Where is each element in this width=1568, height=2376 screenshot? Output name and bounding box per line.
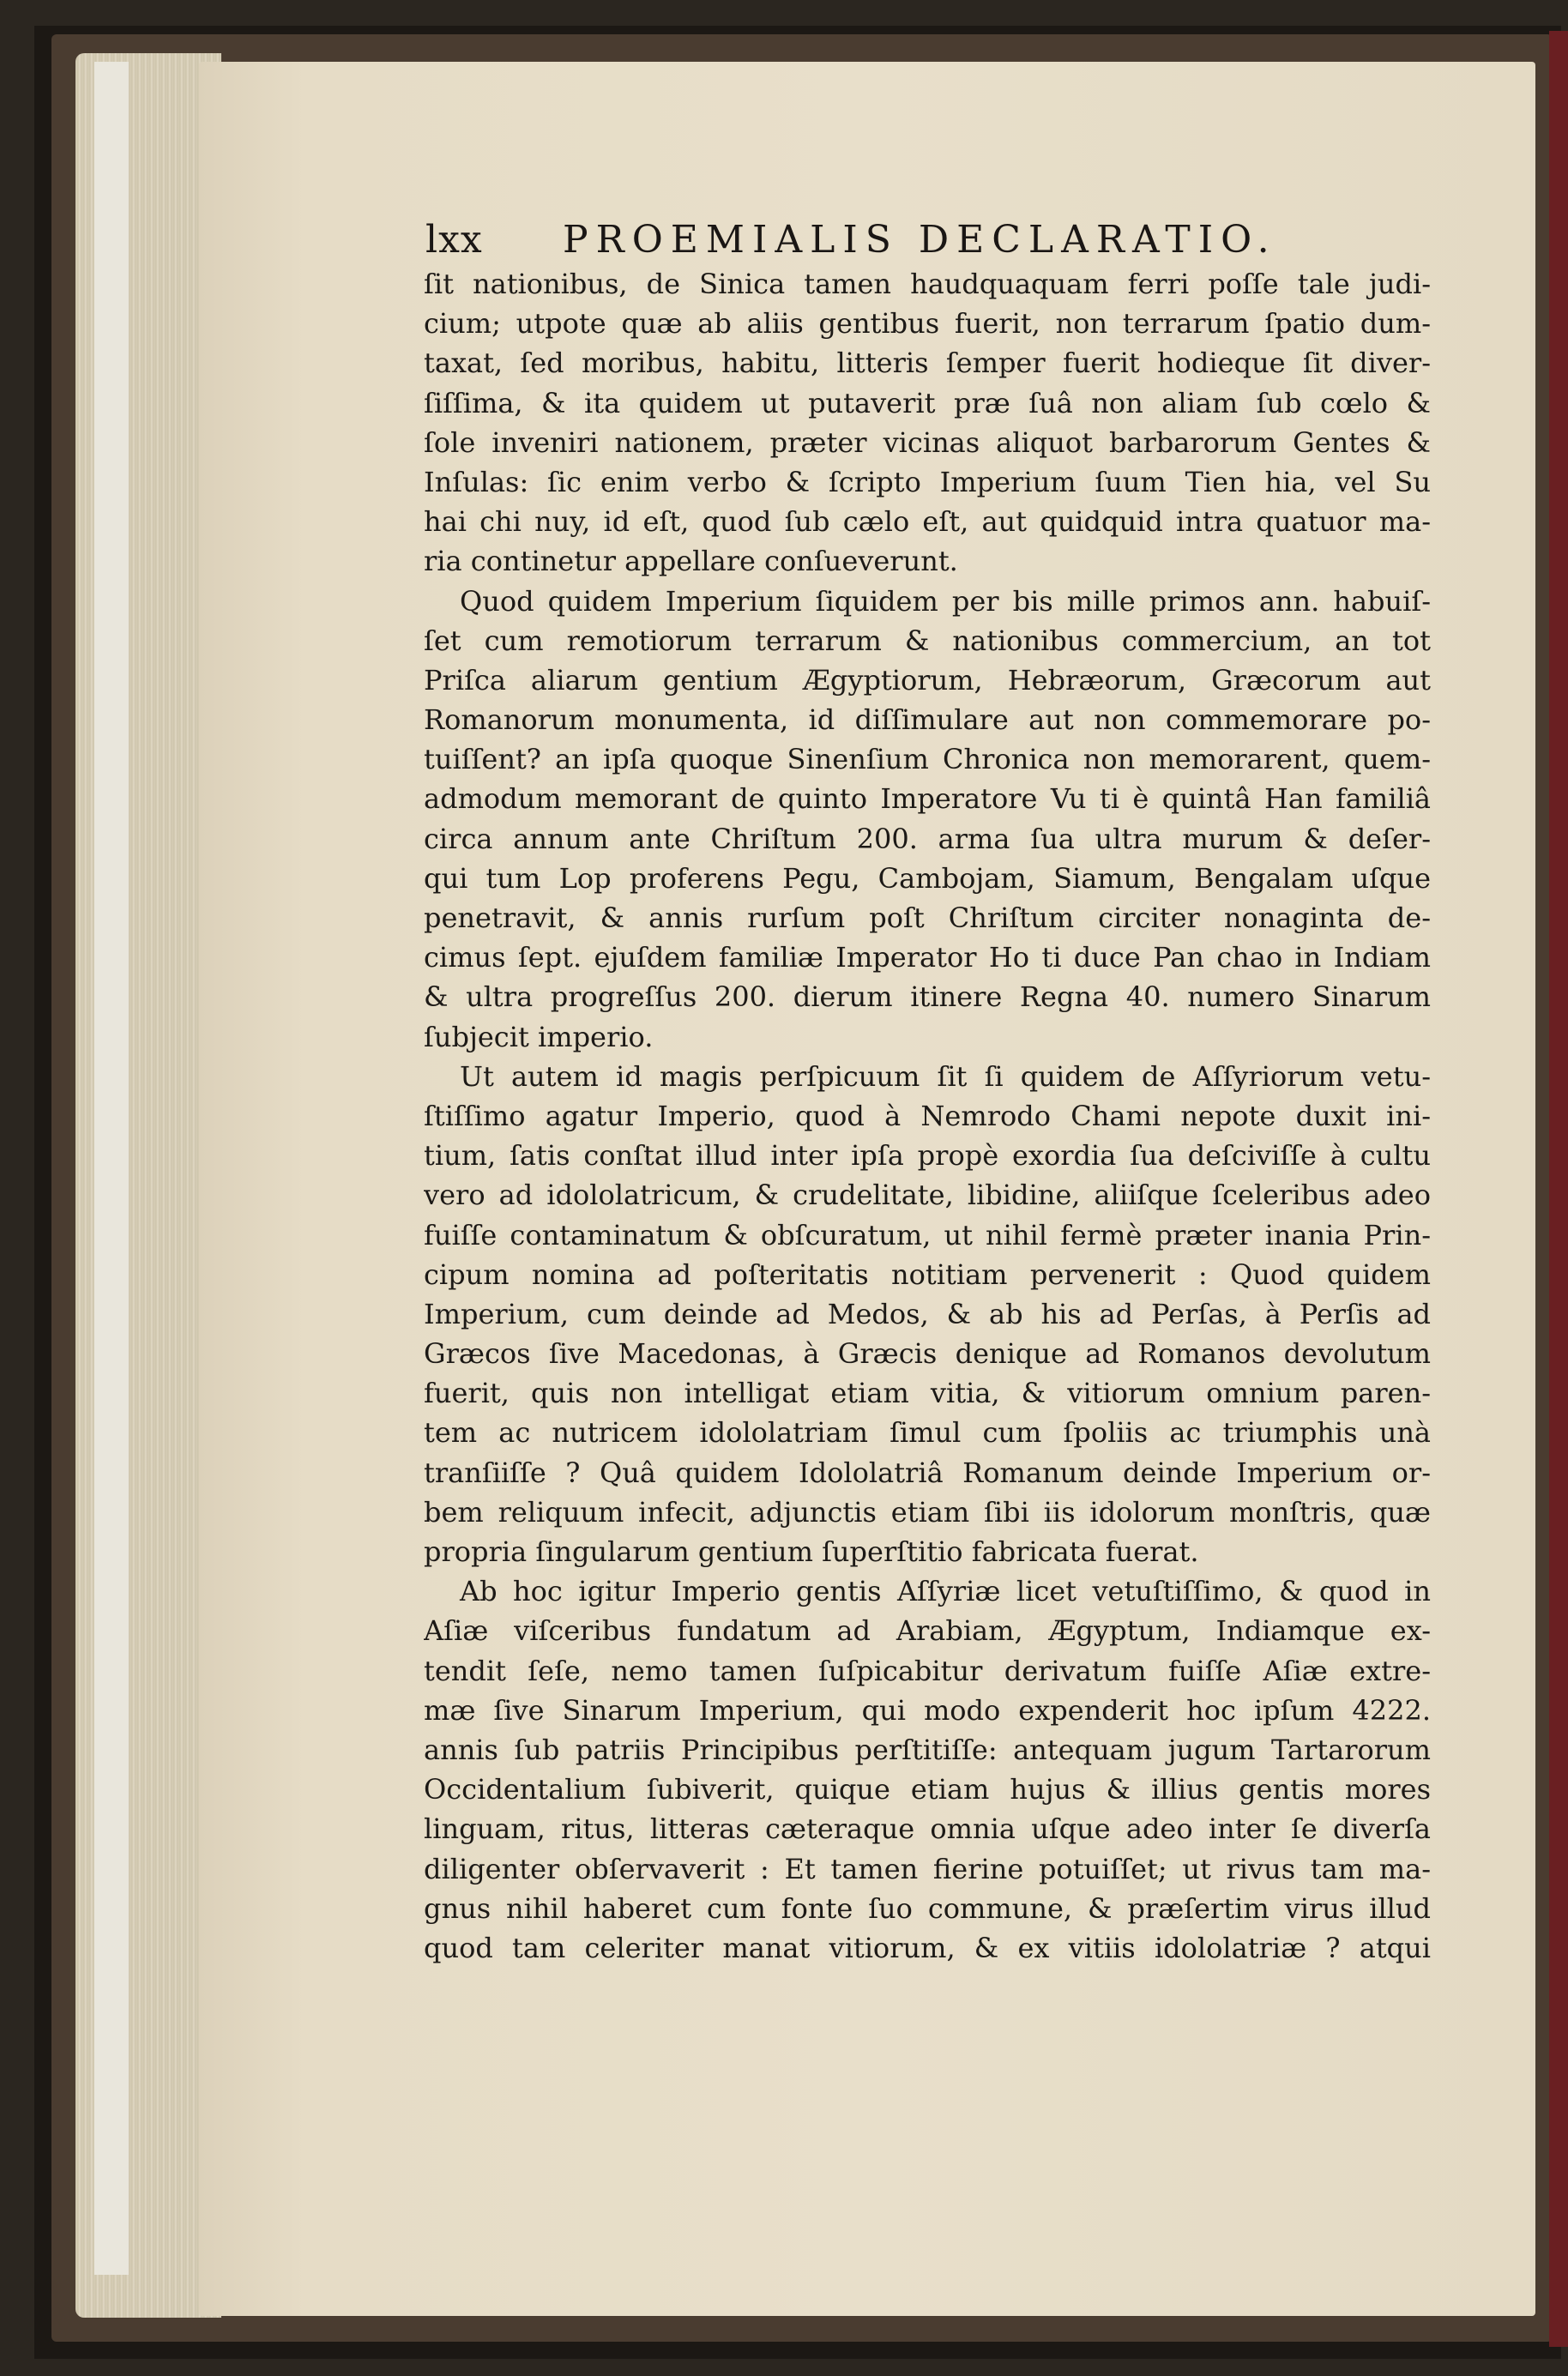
text-line: diligenter obſervaverit : Et tamen fierine potuiſſet; ut rivus tam ma-	[424, 1852, 1431, 1885]
text-line: ſiſſima, & ita quidem ut putaverit præ ſuâ non aliam ſub cœlo &	[424, 386, 1431, 419]
paragraph-3	[424, 1057, 1431, 1571]
text-line: Romanorum monumenta, id diſſimulare aut non commemorare po-	[424, 703, 1431, 737]
text-line: Quod quidem Imperium ſiquidem per bis mille primos ann. habuiſ-	[460, 584, 1431, 618]
text-line: Græcos ſive Macedonas, à Græcis denique ad Romanos devolutum	[424, 1337, 1431, 1371]
text-line: tem ac nutricem idololatriam ſimul cum ſpoliis ac triumphis unà	[424, 1416, 1431, 1450]
text-line: tium, ſatis conſtat illud inter ipſa propè exordia ſua deſciviſſe à cultu	[424, 1139, 1431, 1173]
text-line: ſole inveniri nationem, præter vicinas aliquot barbarorum Gentes &	[424, 425, 1431, 459]
text-line: annis ſub patriis Principibus perſtitiſſe: antequam jugum Tartarorum	[424, 1733, 1431, 1766]
paragraph-4	[424, 1571, 1431, 1968]
page-header	[425, 218, 1438, 269]
spine-strip	[1549, 31, 1568, 2347]
text-line: Ab hoc igitur Imperio gentis Aſſyriæ licet vetuſtiſſimo, & quod in	[460, 1575, 1431, 1608]
folio-number: lxx	[425, 218, 483, 262]
text-line: cium; utpote quæ ab aliis gentibus fuerit, non terrarum ſpatio dum-	[424, 307, 1431, 341]
text-line: qui tum Lop proferens Pegu, Cambojam, Siamum, Bengalam uſque	[424, 861, 1431, 895]
text-line: tuiſſent? an ipſa quoque Sinenſium Chronica non memorarent, quem-	[424, 743, 1431, 776]
text-line: ſet cum remotiorum terrarum & nationibus commercium, an tot	[424, 624, 1431, 657]
text-line: circa annum ante Chriſtum 200. arma ſua ultra murum & deſer-	[424, 822, 1431, 855]
text-line: Priſca aliarum gentium Ægyptiorum, Hebræorum, Græcorum aut	[424, 663, 1431, 697]
text-line: ſubjecit imperio.	[424, 1020, 654, 1053]
text-line: quod tam celeriter manat vitiorum, & ex vitiis idololatriæ ? atqui	[424, 1931, 1431, 1964]
text-line: ſtiſſimo agatur Imperio, quod à Nemrodo Chami nepote duxit ini-	[424, 1099, 1431, 1132]
text-line: cimus ſept. ejuſdem familiæ Imperator Ho ti duce Pan chao in Indiam	[424, 941, 1431, 974]
text-line: Occidentalium ſubiverit, quique etiam hujus & illius gentis mores	[424, 1773, 1431, 1806]
paragraph-2	[424, 582, 1431, 1057]
text-line: fuiſſe contaminatum & obſcuratum, ut nihil fermè præter inania Prin-	[424, 1218, 1431, 1251]
running-title: PROEMIALIS DECLARATIO.	[563, 218, 1277, 262]
text-line: Ut autem id magis perſpicuum ſit ſi quidem de Aſſyriorum vetu-	[460, 1059, 1431, 1093]
text-line: gnus nihil haberet cum fonte ſuo commune, & præſertim virus illud	[424, 1891, 1431, 1925]
text-line: mæ ſive Sinarum Imperium, qui modo expenderit hoc ipſum 4222.	[424, 1693, 1431, 1727]
text-line: Imperium, cum deinde ad Medos, & ab his ad Perſas, à Perſis ad	[424, 1297, 1431, 1330]
paragraph-1	[424, 264, 1431, 582]
text-line: propria ſingularum gentium ſuperſtitio fabricata fuerat.	[424, 1535, 1199, 1568]
text-line: taxat, ſed moribus, habitu, litteris ſemper fuerit hodieque ſit diver-	[424, 347, 1431, 380]
text-line: admodum memorant de quinto Imperatore Vu ti è quintâ Han familiâ	[424, 782, 1431, 816]
text-line: bem reliquum infecit, adjunctis etiam ſibi iis idolorum monſtris, quæ	[424, 1495, 1431, 1529]
text-line: ſit nationibus, de Sinica tamen haudquaquam ferri poſſe tale judi-	[424, 268, 1431, 300]
text-line: ria continetur appellare conſueverunt.	[424, 545, 958, 578]
text-line: cipum nomina ad poſteritatis notitiam pervenerit : Quod quidem	[424, 1257, 1431, 1291]
text-line: tranſiiſſe ? Quâ quidem Idololatriâ Romanum deinde Imperium or-	[424, 1456, 1431, 1489]
text-line: penetravit, & annis rurſum poſt Chriſtum circiter nonaginta de-	[424, 902, 1431, 934]
text-line: vero ad idololatricum, & crudelitate, libidine, aliiſque ſceleribus adeo	[424, 1179, 1431, 1212]
text-line: tendit ſeſe, nemo tamen ſuſpicabitur derivatum fuiſſe Aſiæ extre-	[424, 1654, 1431, 1687]
text-line: & ultra progreſſus 200. dierum itinere Regna 40. numero Sinarum	[424, 980, 1431, 1014]
text-line: hai chi nuy, id eſt, quod ſub cælo eſt, aut quidquid intra quatuor ma-	[424, 505, 1431, 539]
page-edge-highlight	[94, 62, 129, 2275]
text-line: fuerit, quis non intelligat etiam vitia, & vitiorum omnium paren-	[424, 1377, 1431, 1410]
text-line: Aſiæ viſceribus fundatum ad Arabiam, Ægyptum, Indiamque ex-	[424, 1614, 1431, 1648]
text-line: linguam, ritus, litteras cæteraque omnia uſque adeo inter ſe diverſa	[424, 1812, 1431, 1846]
text-line: Inſulas: ſic enim verbo & ſcripto Imperium ſuum Tien hia, vel Su	[424, 465, 1431, 498]
text-block	[424, 264, 1431, 1968]
